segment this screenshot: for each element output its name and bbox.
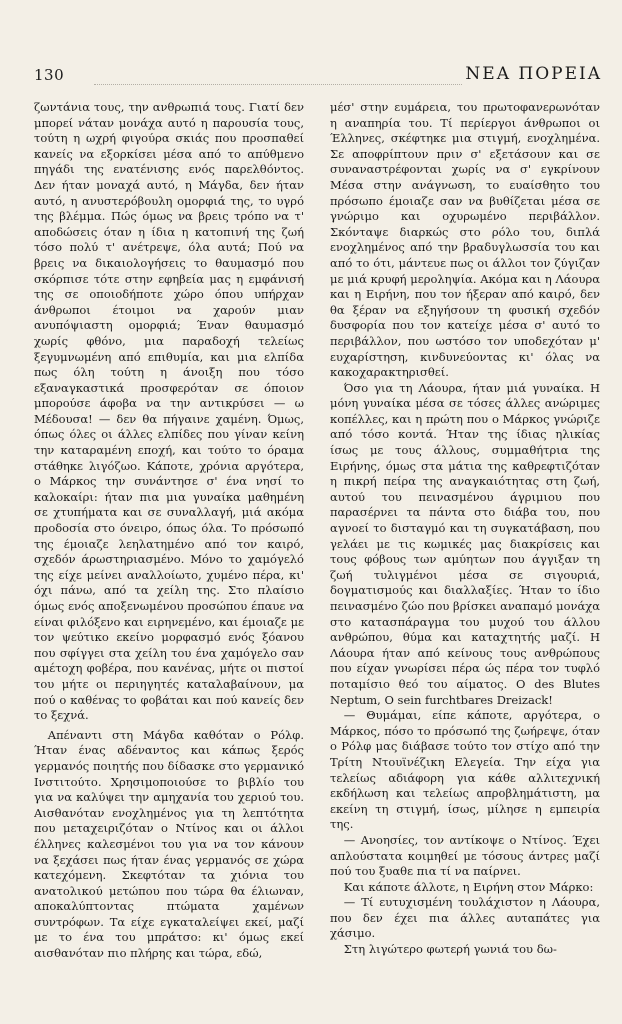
dialogue-paragraph: Στη λιγώτερο φωτερή γωνιά του δω-: [343, 942, 557, 957]
paragraph: μέσ' στην ευμάρεια, του πρωτοφανερωνόταν η αναπηρία του. Τί περίεργοι άνθρωποι οι Έλληνες, σκέφτηκε μια στιγμή, ενοχλημένα. Σε αποφρίπτουν πριν σ' εξετάσουν και σε συναναστρέφονται χωρίς να σ' εγκρίνουν Μέσα στην ανάγνωση, το ευαίσθητο του πρόσωπο έμοιαζε σαν να βυθίζεται μέσα σε γνώριμο και οχυρωμένο περιβάλλον. Σκόνταψε διαρκώς στο ρόλο του, διπλά ενοχλημένος από την βραδυγλωσσία του και από το ότι, μάντευε πως οι άλλοι τον ζύγιζαν με μιά κρυφή μεροληψία. Ακόμα και η Λάουρα και η Ειρήνη, που τον ήξεραν από καιρό, δεν θα ξέραν να εξηγήσουν τη φυσική σχεδόν δυσφορία που τον κατείχε μέσα σ' αυτό το περιβάλλον, που ωστόσο τον υποδεχόταν μ' ευχαρίστηση, κινδυνεύοντας κι' όλας να κακοχαρακτηρισθεί.: [330, 100, 600, 380]
right-column: [330, 100, 600, 1020]
text-columns: [34, 100, 600, 1020]
dialogue-paragraph: — Θυμάμαι, είπε κάποτε, αργότερα, ο Μάρκος, πόσο το πρόσωπό της ζωήρεψε, όταν ο Ρόλφ μας διάβασε τούτο τον στίχο από την Τρίτη Ντουϊνέζικη Ελεγεία. Την είχα για τελείως αδιάφορη για κάθε αλλιτεχνική εκδήλωση και τελείως απροβλημάτιστη, μα εκείνη τη στιγμή, ίσως, μίλησε η εμπειρία της.: [330, 708, 600, 832]
running-head: ΝΕΑ ΠΟΡΕΙΑ: [465, 64, 602, 84]
page-header: [34, 60, 602, 90]
left-column: [34, 100, 304, 1020]
page-number: 130: [34, 66, 65, 84]
dialogue-paragraph: Και κάποτε άλλοτε, η Ειρήνη στον Μάρκο:: [343, 879, 594, 894]
paragraph: Όσο για τη Λάουρα, ήταν μιά γυναίκα. Η μόνη γυναίκα μέσα σε τόσες άλλες ανώριμες κοπέλλες, και η πρώτη που ο Μάρκος γνώριζε από τόσο κοντά. Ήταν της ίδιας ηλικίας ίσως με τους άλλους, συμμαθήτρια της Ειρήνης, όμως στα μάτια της καθρεφτιζόταν η πικρή πείρα της αναγκαιότητας στη ζωή, αυτού του πεινασμένου άγριμιου που παρασέρνει τα πάντα στο διάβα του, που αγνοεί το δισταγμό και τη συγκατάβαση, που γελάει με τις κωμικές μας διακρίσεις και τους φόβους των αμύητων που άγγιξαν τη ζωή τυλιγμένοι μέσα σε σιγουριά, δογματισμούς και διαλλαξίες. Ήταν το ίδιο πεινασμένο ζώο που βρίσκει αναπαμό μονάχα στο κατασπάραγμα του μυχού του άλλου ανθρώπου, θύμα και καταχτητής μαζί. Η Λάουρα ήταν από κείνους τους ανθρώπους που είχαν γνωρίσει πέρα ώς πέρα τον τυφλό ποταμίσιο θεό του αίματος. O des Blutes Neptum, O sein furchtbares Dreizack!: [330, 380, 600, 707]
header-rule: [94, 84, 462, 85]
dialogue-paragraph: — Ανοησίες, τον αντίκοψε ο Ντίνος. Έχει απλούστατα κοιμηθεί με τόσους άντρες μαζί πού του ξυαθε πια τί να παίρνει.: [330, 832, 600, 879]
dialogue-paragraph: — Τί ευτυχισμένη τουλάχιστον η Λάουρα, που δεν έχει πια άλλες αυταπάτες για χάσιμο.: [330, 895, 600, 941]
paragraph: ζωντάνια τους, την ανθρωπιά τους. Γιατί δεν μπορεί νάταν μονάχα αυτό η παρουσία τους, τούτη η ωχρή φιγούρα σκιάς που προσπαθεί κανείς να εξορκίσει μέσα από το απύθμενο πηγάδι της ενατένισης ενός παρελθόντος. Δεν ήταν μοναχά αυτό, η Μάγδα, δεν ήταν αυτό, η ανυστερόβουλη ομορφιά της, το υγρό της βλέμμα. Πώς όμως να βρεις τρόπο να τ' αποδώσεις όταν η ίδια η κατοπινή της ζωή τόσο πολύ τ' ανέτρεψε, όλα αυτά; Πού να βρεις να δικαιολογήσεις το θαυμασμό που σκόρπισε τότε στην εφηβεία μας η εμφάνισή της σε οποιοδήποτε χώρο όπου υπήρχαν άνθρωποι έτοιμοι να χαρούν μιαν ανυπόψιαστη ομορφιά; Έναν θαυμασμό χωρίς φθόνο, μια παραδοχή τελείως ξεγυμνωμένη από επιθυμία, και μια ελπίδα πως όλη τούτη η άνοιξη που τόσο εξαναγκαστικά προσφερόταν σε όποιον μπορούσε άφοβα να την αντικρύσει — ω Μέδουσα! — δεν θα πήγαινε χαμένη. Όμως, όπως όλες οι άλλες ελπίδες που γίναν κείνη την καταραμένη εποχή, και τούτο το όραμα στάθηκε λιγόζωο. Κάποτε, χρόνια αργότερα, ο Μάρκος την συνάντησε σ' ένα νησί το καλοκαίρι: ήταν πια μια γυναίκα μαθημένη σε χτυπήματα και σε συναλλαγή, μιά ακόμα προδοσία στο όνειρο, όπως όλα. Το πρόσωπό της έμοιαζε λεηλατημένο από τον καιρό, σχεδόν άρωστηριασμένο. Μόνο το χαμόγελό της είχε μείνει αναλλοίωτο, χυμένο πέρα, κι' όχι πάνω, από τα χείλη της. Στο πλαίσιο όμως ενός αποξενωμένου προσώπου έπαυε να είναι φιλόξενο και ειρηνεμένο, και έμοιαζε με τον ψεύτικο εκείνο μορφασμό ενός ξόανου που σφίγγει στα χείλη του ένα χαμόγελο σαν αμέτοχη φοβέρα, που κανένας, μήτε οι πιστοί του μήτε οι περιηγητές καταλαβαίνουν, μα πού ο καθένας το φοβάται και πού κανείς δεν το ξεχνά.: [34, 100, 304, 723]
paragraph: Απέναντι στη Μάγδα καθόταν ο Ρόλφ. Ήταν ένας αδέναντος και κάπως ξερός γερμανός ποιητής που δίδασκε στο γερμανικό Ινστιτούτο. Χρησιμοποιούσε το βιβλίο του για να καλύψει την αμηχανία του χεριού του. Αισθανόταν ενοχλημένος για τη λεπτότητα που μεταχειριζόταν ο Ντίνος και οι άλλοι έλληνες καλεσμένοι του για να τον κάνουν να ξεχάσει πως ήταν ένας γερμανός σε χώρα κατεχόμενη. Σκεφτόταν τα χιόνια του ανατολικού μετώπου που τώρα θα έλιωναν, αποκαλύπτοντας πτώματα χαμένων συντρόφων. Τα είχε εγκαταλείψει εκεί, μαζί με το ένα του μπράτσο: κι' όμως εκεί αισθανόταν πιο πλήρης και τώρα, εδώ,: [34, 727, 304, 961]
